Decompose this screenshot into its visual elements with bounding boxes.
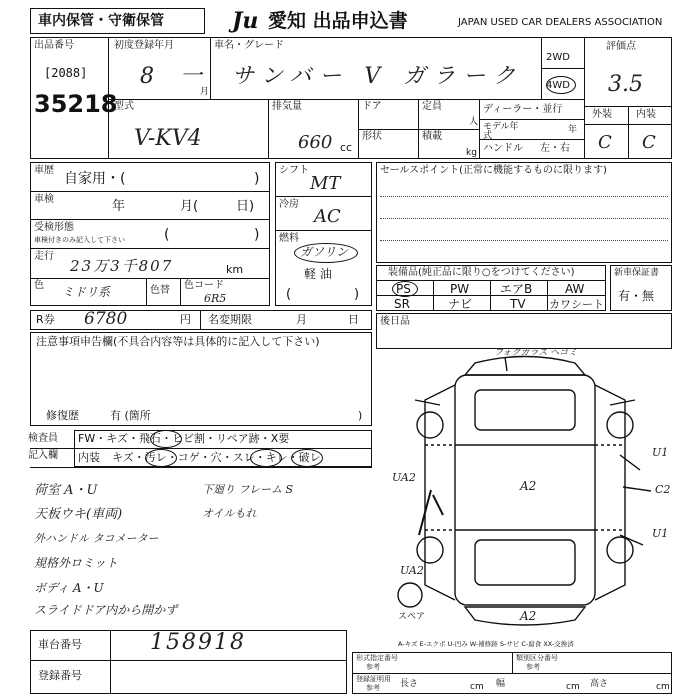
diagram-a2-bottom: A2 — [520, 609, 537, 623]
lot-number-label: 出品番号 — [34, 40, 74, 51]
width-unit: cm — [566, 682, 580, 692]
equipment-label: 装備品(純正品に限り○をつけてください) — [388, 267, 575, 278]
note-right-1: 下廻り フレーム S — [202, 483, 294, 496]
mileage-value: 23万3千807 — [70, 257, 174, 275]
drive-4wd: 4WD — [546, 80, 570, 91]
chassis-number-label: 車台番号 — [38, 638, 82, 651]
spare-label: スペア — [398, 612, 426, 622]
diagram-u1-right-bottom: U1 — [652, 527, 669, 540]
entry-field-label: 記入欄 — [28, 450, 58, 461]
spec-ref-sub: 参考 — [366, 663, 380, 671]
car-name-value: サンバー V ガラーク — [232, 64, 524, 89]
equipment-tv: TV — [510, 297, 526, 311]
first-registration-label: 初度登録年月 — [114, 40, 174, 51]
type-ref-sub: 参考 — [526, 663, 540, 671]
handle-label: ハンドル — [483, 143, 523, 154]
repair-history-label: 修復歴 — [46, 409, 79, 422]
aircon-label: 冷房 — [279, 199, 299, 210]
sales-point-label: セールスポイント(正常に機能するものに限ります) — [380, 165, 607, 176]
drive-circle — [546, 76, 576, 94]
diagram-ua2-left: UA2 — [392, 471, 416, 484]
exterior-score: C — [598, 132, 612, 153]
height-label: 高さ — [590, 679, 609, 689]
interior-row: キズ・汚レ・コゲ・穴・スレ・キレ・破レ — [112, 451, 321, 464]
equipment-airbag: エアB — [500, 282, 533, 296]
width-label: 幅 — [496, 679, 506, 689]
consign-open: ( — [164, 227, 170, 243]
consign-label: 受検形態 — [34, 222, 74, 233]
warranty-options: 有・無 — [618, 289, 655, 303]
reg-cert-sub: 参考 — [366, 684, 380, 692]
warranty-label: 新車保証書 — [614, 268, 660, 278]
equipment-navi: ナビ — [448, 297, 473, 311]
shape-label: 形状 — [362, 131, 382, 142]
usage-close: ) — [254, 171, 260, 187]
remarks-box — [376, 313, 672, 349]
drive-2wd: 2WD — [546, 52, 570, 63]
km-unit: km — [226, 263, 244, 276]
fuel-label: 燃料 — [279, 233, 299, 244]
ps-circle — [392, 281, 418, 297]
note-line-6: スライドドア内から開かず — [34, 603, 178, 617]
ju-logo: Ju — [232, 8, 259, 34]
fuel-value: ガソリン — [300, 245, 349, 259]
cc-unit: cc — [340, 141, 353, 154]
interior-label: 内装 — [636, 109, 656, 120]
color-value: ミドリ系 — [62, 285, 111, 299]
repair-history-close: ) — [358, 409, 363, 422]
equipment-pw: PW — [450, 282, 470, 296]
equipment-ps: PS — [396, 282, 411, 296]
equipment-sr: SR — [394, 297, 410, 311]
capacity-label: 定員 — [422, 101, 442, 112]
lot-sub-value: [2088] — [44, 66, 88, 80]
exterior-label: 外装 — [592, 109, 612, 120]
equipment-leather: カワシート — [549, 298, 604, 311]
damage-legend: A-キズ E-エクボ U-凹み W-補修跡 S-サビ C-腐食 XX-交換済 — [398, 640, 574, 648]
consign-close: ) — [254, 227, 260, 243]
name-change-month: 月 — [296, 313, 307, 326]
name-change-day: 日 — [348, 313, 359, 326]
usage-label: 車歴 — [34, 165, 54, 176]
storage-title: 車内保管・守衛保管 — [38, 13, 164, 29]
interior-score: C — [642, 132, 656, 153]
month-unit: 月 — [200, 87, 210, 97]
evaluation-score: 3.5 — [608, 72, 643, 97]
displacement-label: 排気量 — [272, 101, 302, 112]
note-right-2: オイルもれ — [202, 507, 257, 520]
first-reg-month-value: 一 — [180, 64, 203, 89]
aircon-value: AC — [314, 206, 341, 227]
note-line-1: 荷室 A・U — [34, 483, 98, 498]
remarks-label: 後日品 — [380, 316, 410, 327]
person-unit: 人 — [469, 117, 479, 127]
fuel-bracket-close: ) — [354, 287, 360, 302]
height-unit: cm — [656, 682, 670, 692]
color-code-value: 6R5 — [204, 292, 227, 305]
repair-history-value: 有 (箇所 — [110, 409, 151, 422]
inspection-label: 車検 — [34, 194, 54, 205]
chassis-number-value: 158918 — [150, 630, 246, 655]
diagram-ua2-left-bottom: UA2 — [400, 564, 424, 577]
shift-label: シフト — [279, 165, 309, 176]
diagram-front-note: フォグガラス ヘコミ — [494, 348, 578, 358]
spec-ref-label: 形式指定番号 — [356, 654, 398, 662]
diagram-a2-center: A2 — [520, 479, 537, 493]
usage-value: 自家用・( — [64, 171, 126, 187]
model-year-label: モデル年式 — [483, 122, 519, 141]
dealer-parallel-label: ディーラー・並行 — [483, 104, 563, 115]
inspection-month: 月( — [180, 199, 199, 214]
mark-circle-3 — [250, 449, 282, 467]
type-ref-label: 類別区分番号 — [516, 654, 558, 662]
first-reg-year-value: 8 — [140, 64, 154, 89]
note-line-4: 規格外ロミット — [34, 556, 118, 570]
length-unit: cm — [470, 682, 484, 692]
inspector-label: 検査員 — [28, 433, 58, 444]
recycle-yen: 円 — [180, 313, 191, 326]
displacement-value: 660 — [298, 132, 333, 153]
recycle-fee-value: 6780 — [84, 309, 128, 329]
diagram-c2: C2 — [655, 483, 671, 496]
interior-row-label: 内装 — [78, 451, 100, 464]
fuel-bracket-open: ( — [286, 287, 292, 302]
fw-row: FW・キズ・飛石・ヒビ割・リペア跡・X要 — [78, 432, 290, 445]
model-label: 型式 — [114, 101, 134, 112]
color-swap-label: 色替 — [150, 285, 170, 296]
consign-note: 車検付きのみ記入して下さい — [34, 236, 125, 244]
evaluation-label: 評価点 — [606, 41, 636, 52]
kg-unit: kg — [466, 148, 477, 158]
form-title: 愛知 出品申込書 — [268, 10, 408, 32]
mark-circle-2 — [145, 449, 177, 467]
fuel-diesel: 軽 油 — [304, 267, 332, 281]
car-name-label: 車名・グレード — [214, 40, 284, 51]
association-name: JAPAN USED CAR DEALERS ASSOCIATION — [458, 17, 663, 28]
recycle-label: R券 — [36, 313, 55, 326]
lot-number-value: 35218 — [34, 90, 118, 118]
mileage-label: 走行 — [34, 251, 54, 262]
notes-label: 注意事項申告欄(不具合内容等は具体的に記入して下さい) — [36, 335, 320, 348]
load-label: 積載 — [422, 131, 442, 142]
reg-cert-label: 登録証明用 — [356, 675, 391, 683]
length-label: 長さ — [400, 679, 419, 689]
model-year-unit: 年 — [568, 125, 578, 135]
fuel-circle — [294, 243, 358, 263]
name-change-label: 名変期限 — [208, 313, 252, 326]
doors-label: ドア — [362, 101, 382, 112]
color-code-label: 色コード — [184, 280, 224, 291]
inspection-year: 年 — [112, 199, 126, 214]
note-line-5: ボディ A・U — [34, 581, 104, 595]
equipment-aw: AW — [565, 282, 585, 296]
shift-value: MT — [310, 173, 341, 194]
mark-circle-4 — [291, 449, 323, 467]
sales-point-box — [376, 162, 672, 263]
inspection-day: 日) — [236, 199, 255, 214]
note-line-3: 外ハンドル タコメーター — [34, 532, 159, 545]
note-line-2: 天板ウキ(車両) — [34, 507, 123, 522]
recycle-box — [30, 310, 372, 330]
model-code-value: V-KV4 — [134, 126, 202, 151]
handle-options: 左・右 — [540, 143, 570, 154]
mark-circle-1 — [150, 430, 182, 448]
diagram-u1-top-right: U1 — [652, 446, 669, 459]
color-label: 色 — [34, 280, 44, 291]
registration-number-label: 登録番号 — [38, 669, 82, 682]
